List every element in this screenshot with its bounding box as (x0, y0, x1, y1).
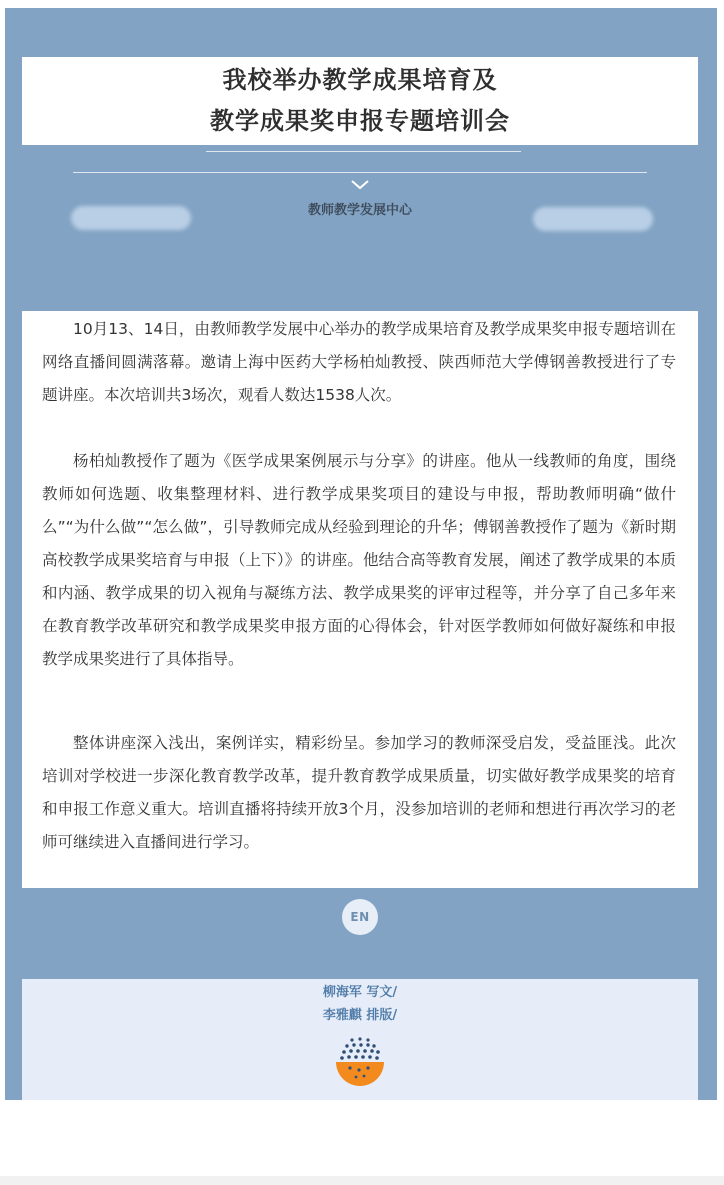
paragraph: 杨柏灿教授作了题为《医学成果案例展示与分享》的讲座。他从一线教师的角度，围绕教师如何选题、收集整理材料、进行教学成果奖项目的建设与申报，帮助教师明确“做什么”“为什么做”“怎么做”，引导教师完成从经验到理论的升华；傅钢善教授作了题为《新时期高校教学成果奖培育与申报（上下）》的讲座。他结合高等教育发展，阐述了教学成果的本质和内涵、教学成果的切入视角与凝练方法、教学成果奖的评审过程等，并分享了自己多年来在教育教学改革研究和教学成果奖申报方面的心得体会，针对医学教师如何做好凝练和申报教学成果奖进行了具体指导。 (42, 452, 676, 668)
english-version-badge[interactable]: EN (342, 899, 378, 935)
bottom-band (0, 1176, 724, 1185)
credits-box (22, 979, 698, 1100)
writer-credit: 柳海军 写文/ (322, 985, 398, 1000)
title-box (22, 57, 698, 145)
chevron-down-icon (349, 178, 371, 192)
article-body (22, 311, 698, 888)
paragraph: 整体讲座深入浅出，案例详实，精彩纷呈。参加学习的教师深受启发，受益匪浅。此次培训对学校进一步深化教育教学改革，提升教育教学成果质量，切实做好教学成果奖的培育和申报工作意义重大。培训直播将持续开放3个月，没参加培训的老师和想进行再次学习的老师可继续进入直播间进行学习。 (42, 734, 676, 851)
divider-long (73, 172, 647, 173)
page-title-line-1: 我校举办教学成果培育及 (222, 66, 498, 94)
blurred-decoration-left (71, 206, 191, 230)
page-title-line-2: 教学成果奖申报专题培训会 (210, 107, 510, 135)
paragraph: 10月13、14日，由教师教学发展中心举办的教学成果培育及教学成果奖申报专题培训在网络直播间圆满落幕。邀请上海中医药大学杨柏灿教授、陕西师范大学傅钢善教授进行了专题讲座。本次培训共3场次，观看人数达1538人次。 (42, 320, 676, 404)
blurred-decoration-right (533, 207, 653, 231)
dotted-bowl-logo-icon (332, 1034, 388, 1090)
divider-short (206, 151, 521, 152)
layout-credit: 李雅麒 排版/ (322, 1008, 398, 1023)
department-subtitle: 教师教学发展中心 (307, 203, 412, 218)
